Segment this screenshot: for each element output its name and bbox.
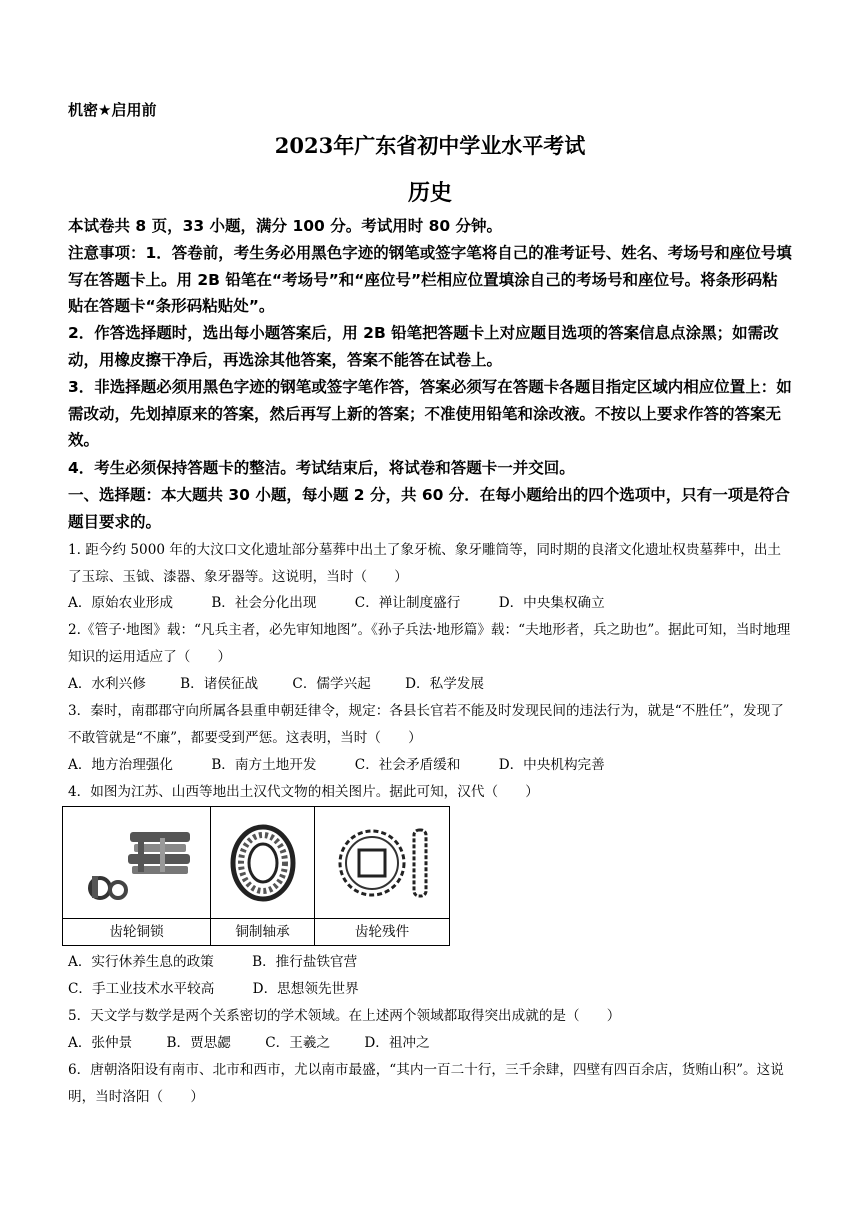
gear-lock-icon — [72, 818, 202, 908]
question-4-options-row-1 — [68, 949, 792, 976]
artifact-figure-table — [62, 806, 450, 946]
question-1-option-b: B．社会分化出现 — [211, 595, 317, 611]
question-5-option-d: D．祖冲之 — [364, 1035, 430, 1051]
gear-part-image — [315, 807, 449, 919]
question-5-option-b: B．贾思勰 — [166, 1035, 231, 1051]
question-2-option-b: B．诸侯征战 — [180, 676, 259, 692]
question-6-stem: 6．唐朝洛阳设有南市、北市和西市，尤以南市最盛，“其内一百二十行，三千余肆，四壁有四百余店，货贿山积”。这说明，当时洛阳（ ） — [68, 1062, 784, 1105]
question-4-option-a: A．实行休养生息的政策 — [68, 954, 214, 970]
instruction-4: 4．考生必须保持答题卡的整洁。考试结束后，将试卷和答题卡一并交回。 — [68, 459, 575, 477]
instruction-3: 3．非选择题必须用黑色字迹的钢笔或签字笔作答，答案必须写在答题卡各题目指定区域内相应位置上：如需改动，先划掉原来的答案，然后再写上新的答案；不准使用铅笔和涂改液。不按以上要求作答的答案无效。 — [68, 378, 792, 449]
question-1-option-d: D．中央集权确立 — [498, 595, 605, 611]
question-1-option-a: A．原始农业形成 — [68, 595, 173, 611]
question-4-options-row-2 — [68, 976, 792, 1003]
question-5-option-c: C．王羲之 — [265, 1035, 331, 1051]
question-3-option-d: D．中央机构完善 — [498, 757, 605, 773]
question-3-option-b: B．南方土地开发 — [211, 757, 317, 773]
bearing-image — [211, 807, 314, 919]
gear-lock-image — [63, 807, 210, 919]
question-2-options — [68, 671, 792, 698]
question-1-option-c: C．禅让制度盛行 — [354, 595, 461, 611]
question-2-option-c: C．儒学兴起 — [292, 676, 371, 692]
section-heading: 一、选择题：本大题共 30 小题，每小题 2 分，共 60 分．在每小题给出的四个选项中，只有一项是符合题目要求的。 — [68, 486, 790, 531]
figure-cell-gear-part — [315, 807, 449, 945]
question-2-stem: 2.《管子·地图》载：“凡兵主者，必先审知地图”。《孙子兵法·地形篇》载：“夫地形者，兵之助也”。据此可知，当时地理知识的运用适应了（ ） — [68, 622, 791, 665]
question-4-stem: 4．如图为江苏、山西等地出土汉代文物的相关图片。据此可知，汉代（ ） — [68, 784, 539, 800]
question-5-option-a: A．张仲景 — [68, 1035, 133, 1051]
bearing-icon — [223, 818, 303, 908]
question-4-option-d: D．思想领先世界 — [252, 981, 359, 997]
question-5-options — [68, 1030, 792, 1057]
exam-title: 2023年广东省初中学业水平考试 — [274, 133, 586, 158]
figure-caption-1: 齿轮铜锁 — [109, 924, 164, 940]
subject-title: 历史 — [407, 180, 452, 206]
question-1-options — [68, 590, 792, 617]
question-2-option-d: D．私学发展 — [405, 676, 484, 692]
figure-caption-2: 铜制轴承 — [235, 924, 290, 940]
question-4-option-c: C．手工业技术水平较高 — [68, 981, 215, 997]
figure-cell-bearing — [211, 807, 315, 945]
question-2-option-a: A．水利兴修 — [68, 676, 146, 692]
instruction-1: 注意事项：1．答卷前，考生务必用黑色字迹的钢笔或签字笔将自己的准考证号、姓名、考场号和座位号填写在答题卡上。用 2B 铅笔在“考场号”和“座位号”栏相应位置填涂自己的考场号和座位号。将条形码粘贴在答题卡“条形码粘贴处”。 — [68, 244, 792, 315]
question-1-stem: 1. 距今约 5000 年的大汶口文化遗址部分墓葬中出土了象牙梳、象牙雕筒等，同时期的良渚文化遗址权贵墓葬中，出土了玉琮、玉钺、漆器、象牙器等。这说明，当时（ ） — [68, 542, 782, 585]
instruction-2: 2．作答选择题时，选出每小题答案后，用 2B 铅笔把答题卡上对应题目选项的答案信息点涂黑；如需改动，用橡皮擦干净后，再选涂其他答案，答案不能答在试卷上。 — [68, 324, 779, 369]
question-3-stem: 3．秦时，南郡郡守向所属各县重申朝廷律令，规定：各县长官若不能及时发现民间的违法行为，就是“不胜任”，发现了不敢管就是“不廉”，都要受到严惩。这表明，当时（ ） — [68, 703, 784, 746]
question-3-options — [68, 752, 792, 779]
confidential-mark: 机密★启用前 — [68, 101, 157, 119]
question-5-stem: 5．天文学与数学是两个关系密切的学术领域。在上述两个领域都取得突出成就的是（ ） — [68, 1008, 621, 1024]
figure-caption-3: 齿轮残件 — [354, 924, 410, 940]
question-3-option-c: C．社会矛盾缓和 — [354, 757, 461, 773]
figure-cell-gear-lock — [63, 807, 211, 945]
question-3-option-a: A．地方治理强化 — [68, 757, 173, 773]
gear-icon — [322, 818, 442, 908]
question-4-option-b: B．推行盐铁官营 — [252, 954, 358, 970]
exam-summary: 本试卷共 8 页，33 小题，满分 100 分。考试用时 80 分钟。 — [68, 217, 503, 235]
